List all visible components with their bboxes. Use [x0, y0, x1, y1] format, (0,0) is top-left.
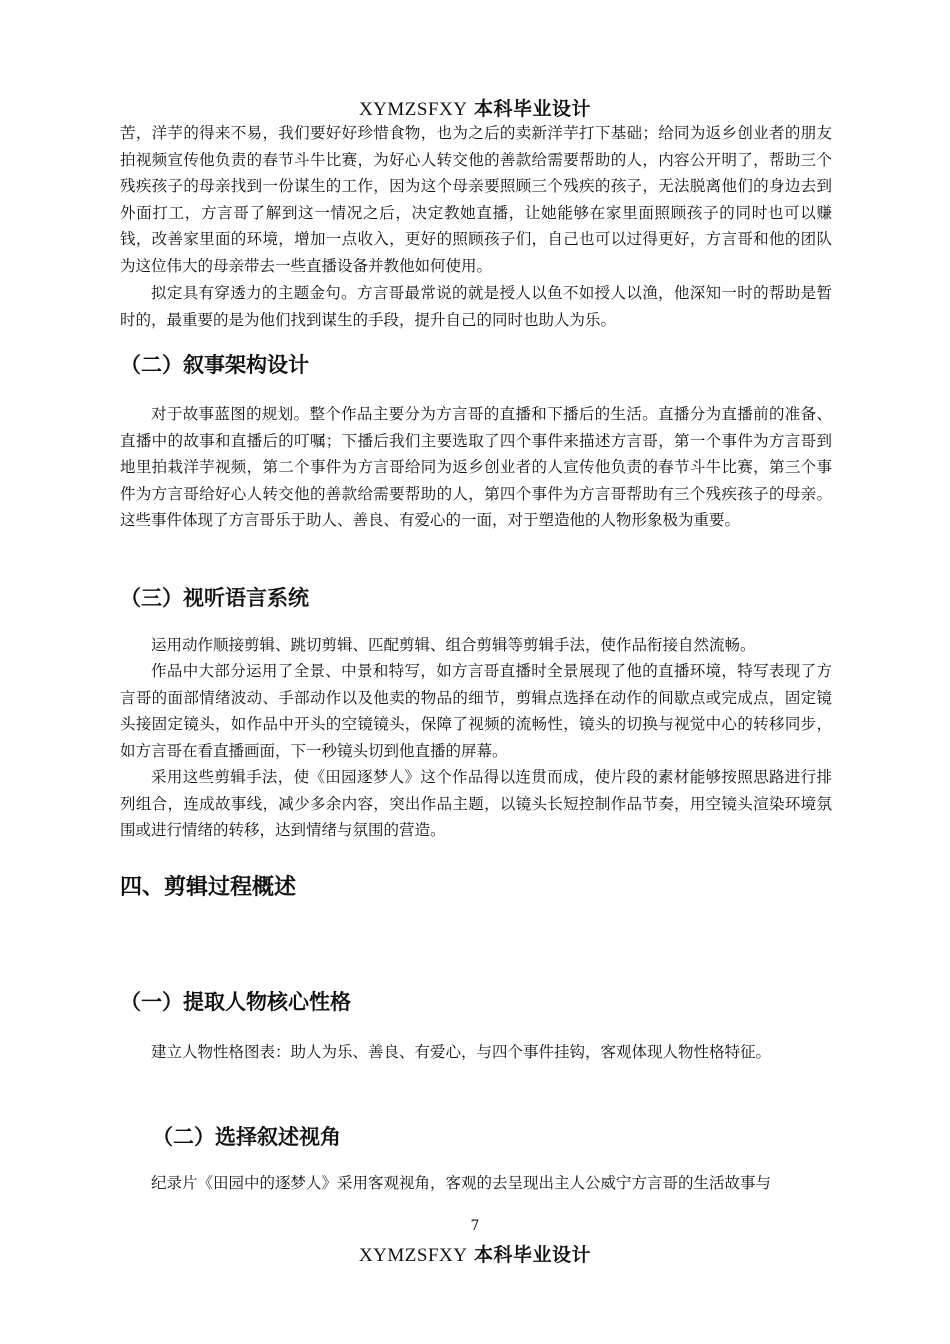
paragraph-objective-perspective: 纪录片《田园中的逐梦人》采用客观视角，客观的去呈现出主人公威宁方言哥的生活故事与: [151, 1174, 772, 1192]
paragraph-character-chart: 建立人物性格图表：助人为乐、善良、有爱心，与四个事件挂钩，客观体现人物性格特征。: [151, 1043, 772, 1061]
heading-narrative-perspective: （二）选择叙述视角: [152, 1125, 341, 1149]
page-header: [0, 94, 950, 121]
page-footer: [0, 1240, 950, 1267]
heading-editing-overview: 四、剪辑过程概述: [120, 875, 297, 900]
header-code: XYMZSFXY: [358, 99, 468, 120]
heading-audiovisual-language: （三）视听语言系统: [120, 586, 309, 610]
footer-title: 本科毕业设计: [474, 1244, 592, 1266]
paragraph-continuation: 苦，洋芋的得来不易，我们要好好珍惜食物，也为之后的卖新洋芋打下基础；给同为返乡创业者的朋友拍视频宣传他负责的春节斗牛比赛，为好心人转交他的善款给需要帮助的人，内容公开明了，帮助三个残疾孩子的母亲找到一份谋生的工作，因为这个母亲要照顾三个残疾的孩子，无法脱离他们的身边去到外面打工，方言哥了解到这一情况之后，决定教她直播，让她能够在家里面照顾孩子的同时也可以赚钱，改善家里面的环境，增加一点收入，更好的照顾孩子们，自己也可以过得更好，方言哥和他的团队为这位伟大的母亲带去一些直播设备并教他如何使用。: [120, 124, 832, 275]
heading-core-character: （一）提取人物核心性格: [120, 990, 351, 1014]
paragraph-story-blueprint: 对于故事蓝图的规划。整个作品主要分为方言哥的直播和下播后的生活。直播分为直播前的准备、直播中的故事和直播后的叮嘱；下播后我们主要选取了四个事件来描述方言哥，第一个事件为方言哥到地里拍栽洋芋视频，第二个事件为方言哥给同为返乡创业者的人宣传他负责的春节斗牛比赛，第三个事件为方言哥给好心人转交他的善款给需要帮助的人，第四个事件为方言哥帮助有三个残疾孩子的母亲。这些事件体现了方言哥乐于助人、善良、有爱心的一面，对于塑造他的人物形象极为重要。: [120, 405, 832, 529]
header-title: 本科毕业设计: [474, 98, 592, 120]
paragraph-theme-slogan: 拟定具有穿透力的主题金句。方言哥最常说的就是授人以鱼不如授人以渔，他深知一时的帮助是暂时的，最重要的是为他们找到谋生的手段，提升自己的同时也助人为乐。: [120, 284, 832, 329]
paragraph-editing-effect: 采用这些剪辑手法，使《田园逐梦人》这个作品得以连贯而成，使片段的素材能够按照思路进行排列组合，连成故事线，减少多余内容，突出作品主题，以镜头长短控制作品节奏，用空镜头渲染环境氛围或进行情绪的转移，达到情绪与氛围的营造。: [120, 768, 832, 839]
heading-narrative-structure: （二）叙事架构设计: [120, 353, 309, 377]
paragraph-shot-types: 作品中大部分运用了全景、中景和特写，如方言哥直播时全景展现了他的直播环境，特写表现了方言哥的面部情绪波动、手部动作以及他卖的物品的细节，剪辑点选择在动作的间歇点或完成点，固定镜头接固定镜头，如作品中开头的空镜镜头，保障了视频的流畅性，镜头的切换与视觉中心的转移同步，如方言哥在看直播画面，下一秒镜头切到他直播的屏幕。: [120, 662, 832, 760]
footer-code: XYMZSFXY: [358, 1245, 468, 1266]
paragraph-editing-techniques: 运用动作顺接剪辑、跳切剪辑、匹配剪辑、组合剪辑等剪辑手法，使作品衔接自然流畅。: [151, 636, 756, 654]
page-number: 7: [470, 1218, 480, 1234]
